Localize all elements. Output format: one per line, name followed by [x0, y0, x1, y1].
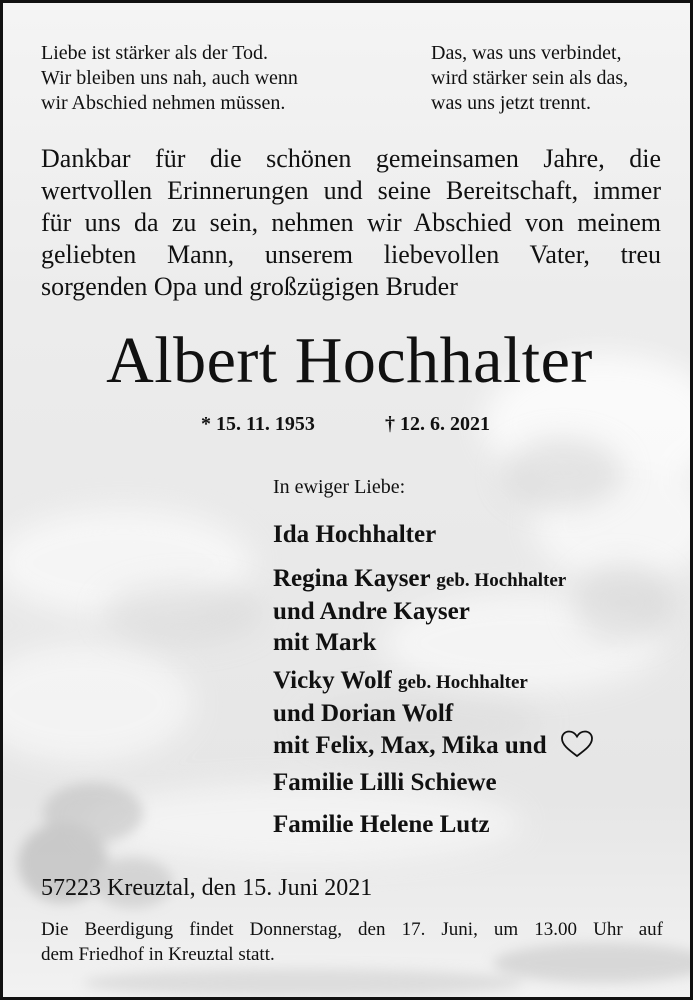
- family-name: Familie Lilli Schiewe: [273, 769, 497, 796]
- place-date: 57223 Kreuztal, den 15. Juni 2021: [41, 875, 373, 901]
- family-nee: geb. Hochhalter: [436, 570, 567, 591]
- verse-line: wird stärker sein als das,: [431, 67, 629, 89]
- family-regina: [273, 563, 566, 658]
- family-helene: [273, 809, 490, 840]
- family-lilli: [273, 767, 497, 798]
- verse-left: [41, 41, 298, 116]
- intro-line: Dankbar für die schönen gemeinsamen Jahre, die: [41, 144, 661, 173]
- family-nee: geb. Hochhalter: [398, 672, 528, 693]
- intro-line: wertvollen Erinnerungen und seine Bereitschaft, immer: [41, 176, 661, 205]
- verse-line: Das, was uns verbindet,: [431, 42, 622, 64]
- heart-icon: [559, 729, 595, 759]
- verse-right: [431, 41, 628, 116]
- funeral-line: dem Friedhof in Kreuztal statt.: [41, 944, 275, 965]
- verse-line: Liebe ist stärker als der Tod.: [41, 42, 269, 64]
- deceased-name: Albert Hochhalter: [106, 324, 593, 397]
- funeral-notice: [41, 917, 663, 967]
- family-name: Vicky Wolf: [273, 667, 392, 694]
- intro-text: [41, 143, 661, 303]
- family-name: Familie Helene Lutz: [273, 811, 490, 838]
- family-vicky: [273, 665, 595, 761]
- family-partner: und Dorian Wolf: [273, 700, 454, 727]
- intro-line: sorgenden Opa und großzügigen Bruder: [41, 272, 458, 301]
- family-children: mit Mark: [273, 629, 377, 656]
- signoff: In ewiger Liebe:: [273, 476, 406, 498]
- death-date: † 12. 6. 2021: [385, 413, 490, 435]
- family-name: Regina Kayser: [273, 565, 431, 592]
- family-name: Ida Hochhalter: [273, 521, 437, 548]
- family-partner: und Andre Kayser: [273, 598, 470, 625]
- funeral-line: Die Beerdigung findet Donnerstag, den 17. Juni, um 13.00 Uhr auf: [41, 919, 663, 940]
- family-children: mit Felix, Max, Mika und: [273, 732, 547, 759]
- verse-line: Wir bleiben uns nah, auch wenn: [41, 67, 298, 89]
- verse-line: was uns jetzt trennt.: [431, 92, 591, 114]
- intro-line: geliebten Mann, unserem liebevollen Vater, treu: [41, 240, 661, 269]
- intro-line: für uns da zu sein, nehmen wir Abschied von meinem: [41, 208, 661, 237]
- family-ida: [273, 519, 436, 550]
- verse-line: wir Abschied nehmen müssen.: [41, 92, 286, 114]
- birth-date: * 15. 11. 1953: [201, 413, 315, 435]
